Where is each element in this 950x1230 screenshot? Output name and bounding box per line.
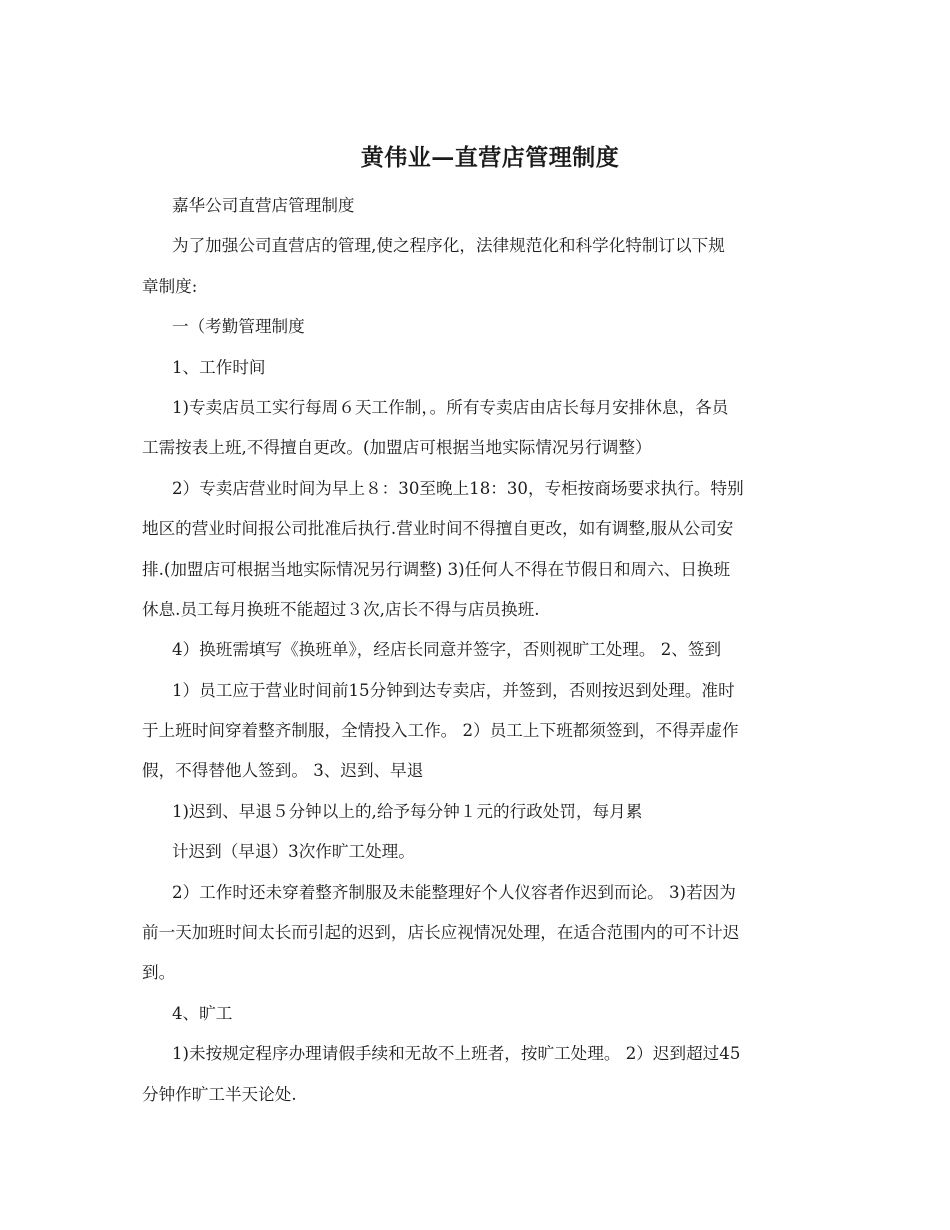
paragraph-line: 1）员工应于营业时间前15分钟到达专卖店，并签到，否则按迟到处理。准时 [172,680,735,700]
paragraph-line: 地区的营业时间报公司批准后执行.营业时间不得擅自更改，如有调整,服从公司安 [142,519,734,539]
paragraph-line: 2）专卖店营业时间为早上８：30至晚上18：30，专柜按商场要求执行。特别 [172,478,744,498]
paragraph-line: 计迟到（早退）3次作旷工处理。 [172,842,415,862]
paragraph-line: 假，不得替他人签到。 3、迟到、早退 [142,761,424,781]
paragraph-line: 前一天加班时间太长而引起的迟到，店长应视情况处理，在适合范围内的可不计迟 [142,923,740,943]
paragraph-line: 1)专卖店员工实行每周６天工作制，。所有专卖店由店长每月安排休息，各员 [172,397,729,417]
paragraph-line: 排.(加盟店可根据当地实际情况另行调整) 3)任何人不得在节假日和周六、日换班 [142,559,731,579]
line-intro-2: 章制度: [142,276,198,296]
paragraph-line: 4）换班需填写《换班单》，经店长同意并签字，否则视旷工处理。 2、签到 [172,640,722,660]
section-attendance-heading: 一（考勤管理制度 [172,317,305,337]
subsection-absenteeism: 4、旷工 [172,1003,233,1023]
line-intro-1: 为了加强公司直营店的管理,使之程序化，法律规范化和科学化特制订以下规 [172,236,725,256]
paragraph-line: 1)迟到、早退５分钟以上的,给予每分钟１元的行政处罚，每月累 [172,801,643,821]
paragraph-line: 分钟作旷工半天论处. [142,1084,297,1104]
paragraph-line: 1)未按规定程序办理请假手续和无故不上班者，按旷工处理。 2）迟到超过45 [172,1044,741,1064]
paragraph-line: 休息.员工每月换班不能超过３次,店长不得与店员换班. [142,599,540,619]
paragraph-line: 到。 [142,963,176,983]
subsection-work-hours: 1、工作时间 [172,357,266,377]
paragraph-line: 工需按表上班,不得擅自更改。(加盟店可根据当地实际情况另行调整） [142,438,652,458]
line-company-heading: 嘉华公司直营店管理制度 [172,196,355,215]
paragraph-line: 2）工作时还未穿着整齐制服及未能整理好个人仪容者作迟到而论。 3)若因为 [172,882,736,902]
paragraph-line: 于上班时间穿着整齐制服，全情投入工作。 2）员工上下班都须签到，不得弄虚作 [142,721,739,741]
document-title: 黄伟业—直营店管理制度 [360,144,620,171]
document-body [142,186,810,1115]
